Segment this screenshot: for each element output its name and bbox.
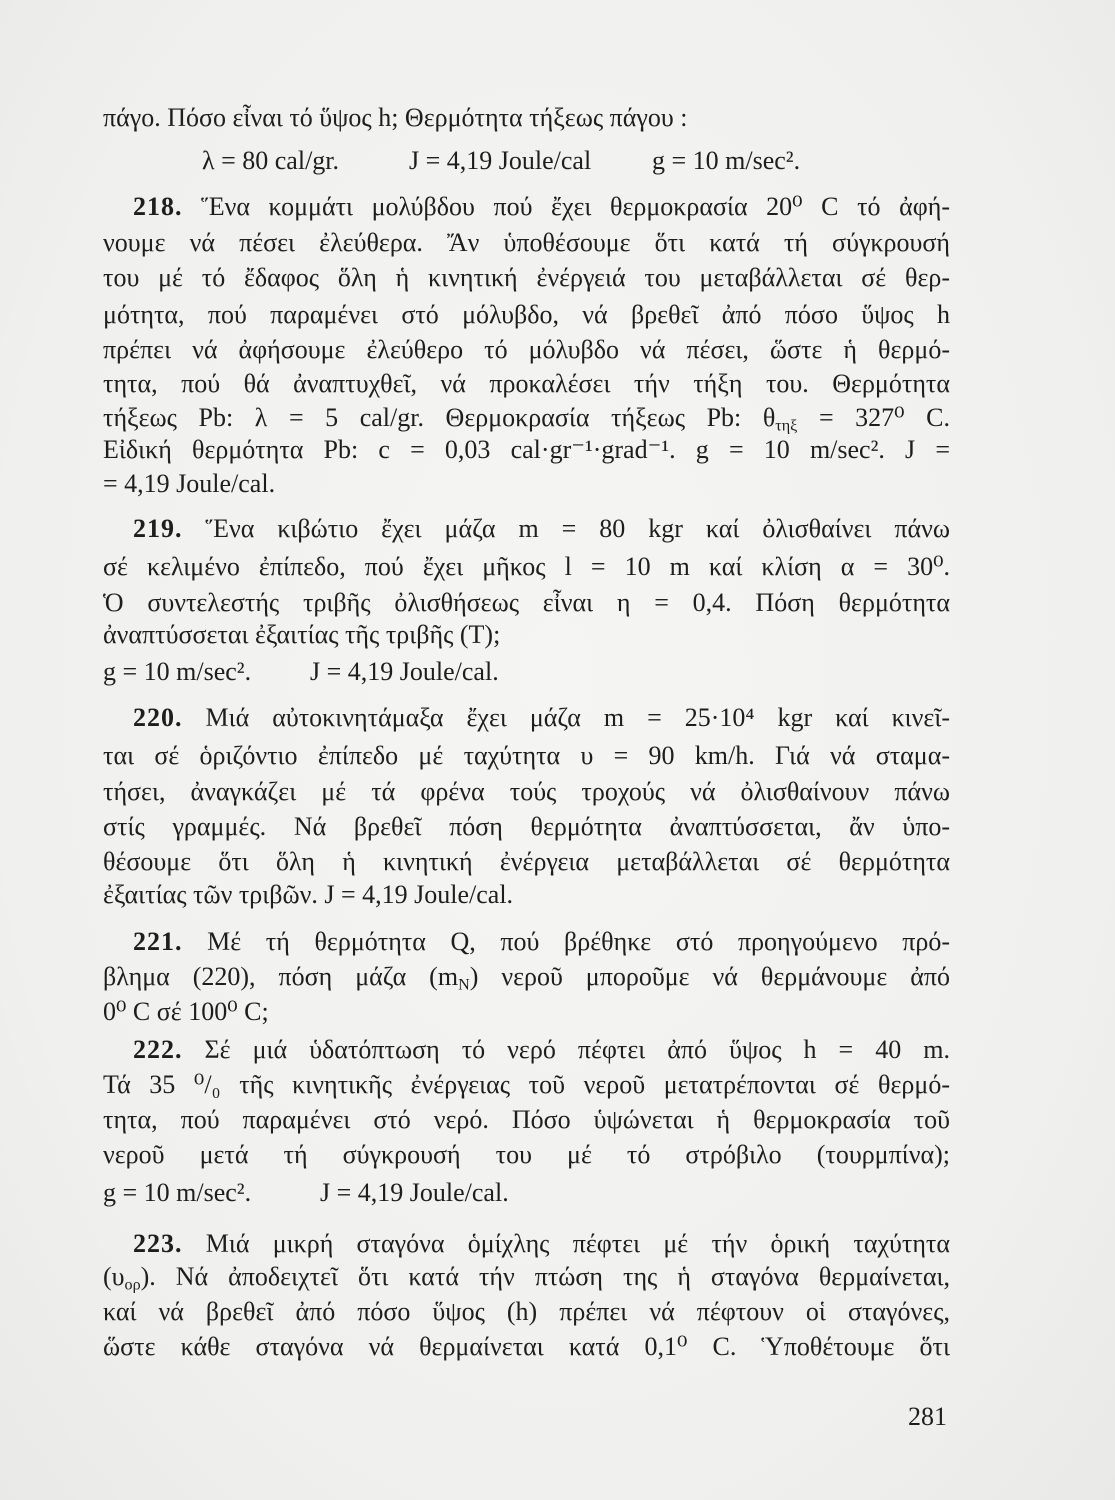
text-line: ἀναπτύσσεται ἐξαιτίας τῆς τριβῆς (Τ); bbox=[103, 620, 501, 649]
problem-first-line bbox=[133, 192, 950, 222]
text-line: ἐξαιτίας τῶν τριβῶν. J = 4,19 Joule/cal. bbox=[103, 880, 514, 909]
line-text: Ἕνα κομμάτι μολύβδου πού ἔχει θερμοκρασία 20⁰ C τό ἀφή- bbox=[201, 192, 951, 221]
line-text: τήξεως Pb: λ = 5 cal/gr. Θερμοκρασία τήξεως Pb: θ bbox=[103, 403, 776, 432]
problem-first-line bbox=[133, 1229, 950, 1259]
line-text: Μιά αὐτοκινητάμαξα ἔχει μάζα m = 25·10⁴ kgr καί κινεῖ- bbox=[205, 703, 950, 732]
problem-number: 222. bbox=[133, 1035, 183, 1064]
text-line: νουμε νά πέσει ἐλεύθερα. Ἄν ὑποθέσουμε ὅτι κατά τή σύγκρουσή bbox=[103, 228, 950, 257]
text-line: 0⁰ C σέ 100⁰ C; bbox=[103, 997, 269, 1026]
text-line bbox=[103, 962, 950, 992]
text-line: τητα, πού παραμένει στό νερό. Πόσο ὑψώνεται ἡ θερμοκρασία τοῦ bbox=[103, 1105, 950, 1134]
constants-line bbox=[103, 657, 950, 687]
line-text: ). Νά ἀποδειχτεῖ ὅτι κατά τήν πτώση της ἡ σταγόνα θερμαίνεται, bbox=[140, 1262, 950, 1291]
text-line: πρέπει νά ἀφήσουμε ἐλεύθερο τό μόλυβδο νά πέσει, ὥστε ἡ θερμό- bbox=[103, 335, 950, 364]
text-line bbox=[103, 403, 950, 433]
text-line: Τά 35 ⁰/₀ τῆς κινητικῆς ἐνέργειας τοῦ νεροῦ μετατρέπονται σέ θερμό- bbox=[103, 1070, 950, 1099]
page-number: 281 bbox=[908, 1402, 947, 1431]
constant-gravity: g = 10 m/sec². bbox=[652, 146, 801, 175]
problem-number: 220. bbox=[133, 703, 183, 732]
text-line: Ὁ συντελεστής τριβῆς ὀλισθήσεως εἶναι η = 0,4. Πόση θερμότητα bbox=[103, 588, 950, 617]
problem-number: 223. bbox=[133, 1229, 183, 1258]
text-line: Εἰδική θερμότητα Pb: c = 0,03 cal·gr⁻¹·grad⁻¹. g = 10 m/sec². J = bbox=[103, 435, 950, 464]
subscript: τηξ bbox=[775, 417, 798, 435]
problem-first-line bbox=[133, 1035, 950, 1065]
text-line: στίς γραμμές. Νά βρεθεῖ πόση θερμότητα ἀναπτύσσεται, ἄν ὑπο- bbox=[103, 812, 950, 841]
text-line: τητα, πού θά ἀναπτυχθεῖ, νά προκαλέσει τήν τήξη του. Θερμότητα bbox=[103, 369, 950, 398]
constant-joule: J = 4,19 Joule/cal bbox=[409, 146, 592, 175]
constant-joule: J = 4,19 Joule/cal. bbox=[320, 1178, 509, 1207]
line-text: βλημα (220), πόση μάζα (m bbox=[103, 962, 459, 991]
line-text: Μέ τή θερμότητα Q, πού βρέθηκε στό προηγούμενο πρό- bbox=[207, 927, 951, 956]
text-line: τήσει, ἀναγκάζει μέ τά φρένα τούς τροχούς νά ὀλισθαίνουν πάνω bbox=[103, 777, 950, 806]
problem-number: 218. bbox=[133, 192, 183, 221]
problem-number: 221. bbox=[133, 927, 183, 956]
subscript: N bbox=[458, 976, 470, 994]
constant-gravity: g = 10 m/sec². bbox=[103, 1178, 252, 1207]
text-line: θέσουμε ὅτι ὅλη ἡ κινητική ἐνέργεια μεταβάλλεται σέ θερμότητα bbox=[103, 847, 950, 876]
line-text: Μιά μικρή σταγόνα ὁμίχλης πέφτει μέ τήν ὁρική ταχύτητα bbox=[205, 1229, 950, 1258]
subscript: ορ bbox=[124, 1276, 141, 1294]
intro-line: πάγο. Πόσο εἶναι τό ὕψος h; Θερμότητα τήξεως πάγου : bbox=[103, 103, 688, 132]
constant-latent-heat: λ = 80 cal/gr. bbox=[202, 146, 340, 175]
line-text: Ἕνα κιβώτιο ἔχει μάζα m = 80 kgr καί ὀλισθαίνει πάνω bbox=[205, 514, 950, 543]
problem-number: 219. bbox=[133, 514, 183, 543]
text-line: νεροῦ μετά τή σύγκρουσή του μέ τό στρόβιλο (τουρμπίνα); bbox=[103, 1140, 950, 1169]
text-line: ται σέ ὁριζόντιο ἐπίπεδο μέ ταχύτητα υ = 90 km/h. Γιά νά σταμα- bbox=[103, 741, 950, 770]
text-line: του μέ τό ἔδαφος ὅλη ἡ κινητική ἐνέργειά του μεταβάλλεται σέ θερ- bbox=[103, 263, 950, 292]
line-text: = 327⁰ C. bbox=[797, 403, 950, 432]
line-text: Σέ μιά ὑδατόπτωση τό νερό πέφτει ἀπό ὕψος h = 40 m. bbox=[204, 1035, 950, 1064]
constant-joule: J = 4,19 Joule/cal. bbox=[310, 657, 499, 686]
text-line bbox=[103, 1262, 950, 1292]
constants-line bbox=[0, 146, 1115, 176]
text-line: σέ κελιμένο ἐπίπεδο, πού ἔχει μῆκος l = 10 m καί κλίση α = 30⁰. bbox=[103, 552, 950, 581]
constants-line bbox=[103, 1178, 950, 1208]
problem-first-line bbox=[133, 703, 950, 733]
text-line: = 4,19 Joule/cal. bbox=[103, 469, 276, 498]
line-text: (υ bbox=[103, 1262, 125, 1291]
problem-first-line bbox=[133, 514, 950, 544]
problem-first-line bbox=[133, 927, 950, 957]
constant-gravity: g = 10 m/sec². bbox=[103, 657, 252, 686]
text-line: μότητα, πού παραμένει στό μόλυβδο, νά βρεθεῖ ἀπό πόσο ὕψος h bbox=[103, 300, 950, 329]
line-text: ) νεροῦ μποροῦμε νά θερμάνουμε ἀπό bbox=[469, 962, 950, 991]
text-line: ὥστε κάθε σταγόνα νά θερμαίνεται κατά 0,1⁰ C. Ὑποθέτουμε ὅτι bbox=[103, 1332, 950, 1361]
text-line: καί νά βρεθεῖ ἀπό πόσο ὕψος (h) πρέπει νά πέφτουν οἱ σταγόνες, bbox=[103, 1297, 950, 1326]
